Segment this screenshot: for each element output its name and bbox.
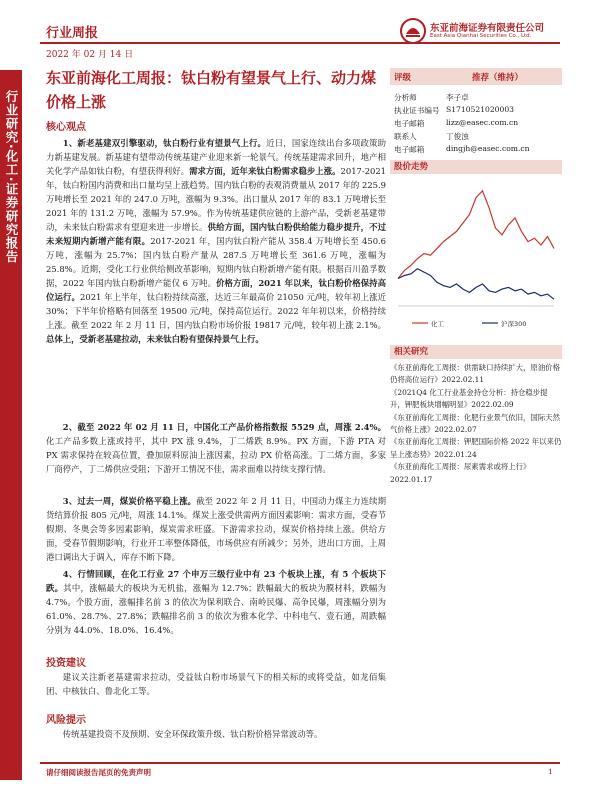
- chart-series-line: [398, 269, 554, 300]
- header-divider: [40, 42, 560, 44]
- analyst-label: 分析师: [394, 93, 417, 102]
- p2-bold: 2、截至 2022 年 02 月 11 日，中国化工产品价格指数报 5529 点，周涨 2.4%。: [62, 422, 386, 432]
- rating-bar: [390, 68, 562, 85]
- p1-bold-5: 总体上，受新老基建拉动，未来钛白粉有望保持景气上行。: [46, 334, 264, 344]
- analyst-label: 电子邮箱: [394, 119, 425, 128]
- related-research-item[interactable]: 《东亚前海化工周报：化肥行业景气依旧，国际天然气价格上涨》2022.02.07: [390, 412, 560, 435]
- company-logo-icon: [400, 18, 426, 44]
- p2-text: 化工产品多数上涨或持平，其中 PX 涨 9.4%，丁二烯跌 8.9%。PX 方面，下游 PTA 对 PX 需求保持在较高位置，叠加原料原油上涨因素，拉动 PX 价格高涨。丁二烯方面，多家厂商停产，丁二烯供应受阻；下游开工情况不佳，需求面难以持续支撑行情。: [46, 436, 386, 474]
- p1-text-4: 2021 年上半年，钛白粉持续高涨，达近三年最高价 21050 元/吨，较年初上涨近 30%；下半年价格略有回落至 19500 元/吨，保持高位运行。2022 年年初以来，价格持续上涨。截至 2022 年 2 月 11 日，国内钛白粉市场价报 19817 元/吨，较年初上涨 2.1%。: [46, 292, 387, 330]
- analyst-label: 联系人: [394, 132, 417, 141]
- analyst-value: S1710521020003: [446, 105, 515, 114]
- section-risk-heading: 风险提示: [46, 715, 86, 726]
- p4-bold: 4、行情回顾，在化工行业 27 个申万三级行业中有 23 个板块上涨，有 5 个板块下跌。: [46, 569, 386, 593]
- legend-label: 化工: [431, 320, 444, 328]
- company-name-en: East Asia Qianhai Securities Co., Ltd.: [430, 33, 532, 39]
- analyst-row: [390, 118, 562, 130]
- report-title: 东亚前海化工周报：钛白粉有望景气上行、动力煤价格上涨: [46, 69, 377, 111]
- disclaimer-notice: 请仔细阅读报告尾页的免责声明: [46, 768, 151, 777]
- report-type-tag: 行业周报: [46, 26, 99, 41]
- analyst-email-link[interactable]: dingjh@easec.com.cn: [446, 144, 530, 153]
- p1-bold-3: 供给方面，国内钛白粉供给能力稳步提升，不过未来短期内新增产能有限。: [46, 222, 387, 246]
- analyst-label: 执业证书编号: [394, 106, 440, 115]
- report-date: 2022 年 02 月 14 日: [46, 50, 134, 60]
- analyst-row: [390, 92, 562, 104]
- paragraph-3: [46, 494, 386, 564]
- p1-bold-2: 需求方面，近年来钛白粉需求稳步上涨。: [189, 166, 341, 176]
- analyst-email-link[interactable]: lizz@easec.com.cn: [446, 118, 519, 127]
- analyst-row: [390, 105, 562, 117]
- chart-series-line: [398, 191, 554, 279]
- related-research-item[interactable]: 《东亚前海化工周报：尿素需求或将上行》2022.01.17: [390, 462, 531, 484]
- stock-trend-heading: 股价走势: [390, 160, 562, 174]
- paragraph-invest: 建议关注新老基建需求拉动，受益钛白粉市场景气下的相关标的或将受益，如龙佰集团、中核钛白、鲁北化工等。: [46, 672, 386, 696]
- paragraph-risk: 传统基建投资不及预期、安全环保政策升级、钛白粉价格异常波动等。: [62, 729, 323, 739]
- related-research-item[interactable]: 《东亚前海化工周报：钾肥国际价格 2022 年以来仍呈上涨态势》2022.01.24: [390, 437, 562, 459]
- paragraph-2: [46, 420, 386, 476]
- p1-text-3: 2017-2021 年，国内钛白粉产能从 358.4 万吨增长至 450.6 万吨，涨幅为 25.7%；国内钛白粉产量从 287.5 万吨增长至 361.6 万吨，涨幅为 25.8%。近期，受化工行业供给侧改革影响，短期内钛白粉新增产能有限。根据百川盈孚数据，2022 年国内钛白粉新增产能仅 6 万吨。: [46, 236, 387, 288]
- paragraph-1: [46, 136, 386, 346]
- p3-text: 截至 2022 年 2 月 11 日，中国动力煤主力连续期货结算价报 805 元/吨，周涨 14.1%。煤炭上涨受供需两方面因素影响：需求方面，受春节假期、冬奥会等多因素影响，煤炭需求旺盛。下游需求拉动，煤炭价格持续上涨。供给方面，受春节假期影响，行业开工率整体降低，市场供应有所减少；另外，进出口方面，上周港口调出大于调入，库存不断下降。: [46, 496, 386, 562]
- analyst-value: 丁俊浊: [446, 132, 469, 141]
- side-category-text: 行业研究·化工·证券研究报告: [4, 90, 19, 264]
- analyst-value: 李子卓: [446, 93, 469, 102]
- p1-text-1: 近日，国家连续出台多项政策助力新基建发展。新基建有望带动传统基建产业迎来新一轮景气。传统基建需求回升，地产相关化学产品如钛白粉，有望获得利好。: [46, 138, 387, 176]
- analyst-row: [390, 144, 562, 156]
- related-research-item[interactable]: 《2021Q4 化工行业基金持仓分析：持仓稳步提升，钾肥板块增幅明显》2022.02.09: [390, 387, 548, 410]
- rating-label: 评级: [394, 73, 412, 83]
- p4-text: 其中，涨幅最大的板块为无机盐，涨幅为 12.7%；跌幅最大的板块为膜材料，跌幅为 4.7%。个股方面，涨幅排名前 3 的依次为保利联合、南岭民爆、高争民爆，周涨幅分别为 61.0%、28.7%、27.8%；跌幅排名前 3 的依次为雅本化学、中科电气、壹石通，周跌幅分别为 44.0%、18.0%、16.4%。: [46, 583, 387, 635]
- rating-value: 推荐（维持）: [472, 73, 524, 83]
- footer-divider: [40, 762, 560, 764]
- related-research-item[interactable]: 《东亚前海化工周报：供需缺口持续扩大，原油价格仍将高位运行》2022.02.11: [390, 363, 560, 385]
- page-number: 1: [548, 767, 553, 776]
- p1-text-2: 2017-2021 年，钛白粉国内消费和出口量均呈上涨趋势。国内钛白粉的表观消费量从 2017 年的 225.9 万吨增长至 2021 年的 247.0 万吨，涨幅为 9.3%。出口量从 2017 年的 83.1 万吨增长至 2021 年的 131.2 万吨，涨幅为 57.9%。作为传统基建供应链的上游产品，受新老基建带动，未来钛白粉需求有望迎来进一步增长。: [46, 166, 387, 232]
- stock-trend-chart: [390, 176, 562, 338]
- analyst-label: 电子邮箱: [394, 145, 425, 154]
- analyst-row: [390, 131, 562, 143]
- p3-bold: 3、过去一周，煤炭价格平稳上涨。: [62, 496, 197, 506]
- section-invest-heading: 投资建议: [46, 658, 86, 669]
- company-name-cn: 东亚前海证券有限责任公司: [430, 23, 545, 34]
- section-core-heading: 核心观点: [46, 122, 86, 133]
- p1-bold-4: 价格方面，2021 年以来，钛白粉价格保持高位运行。: [46, 278, 386, 302]
- paragraph-4: [46, 567, 386, 637]
- p1-bold-1: 1、新老基建双引擎驱动，钛白粉行业有望景气上行。: [62, 138, 267, 148]
- related-research-heading: 相关研究: [390, 345, 562, 359]
- related-research-list: [390, 362, 562, 486]
- legend-label: 沪深300: [501, 320, 527, 328]
